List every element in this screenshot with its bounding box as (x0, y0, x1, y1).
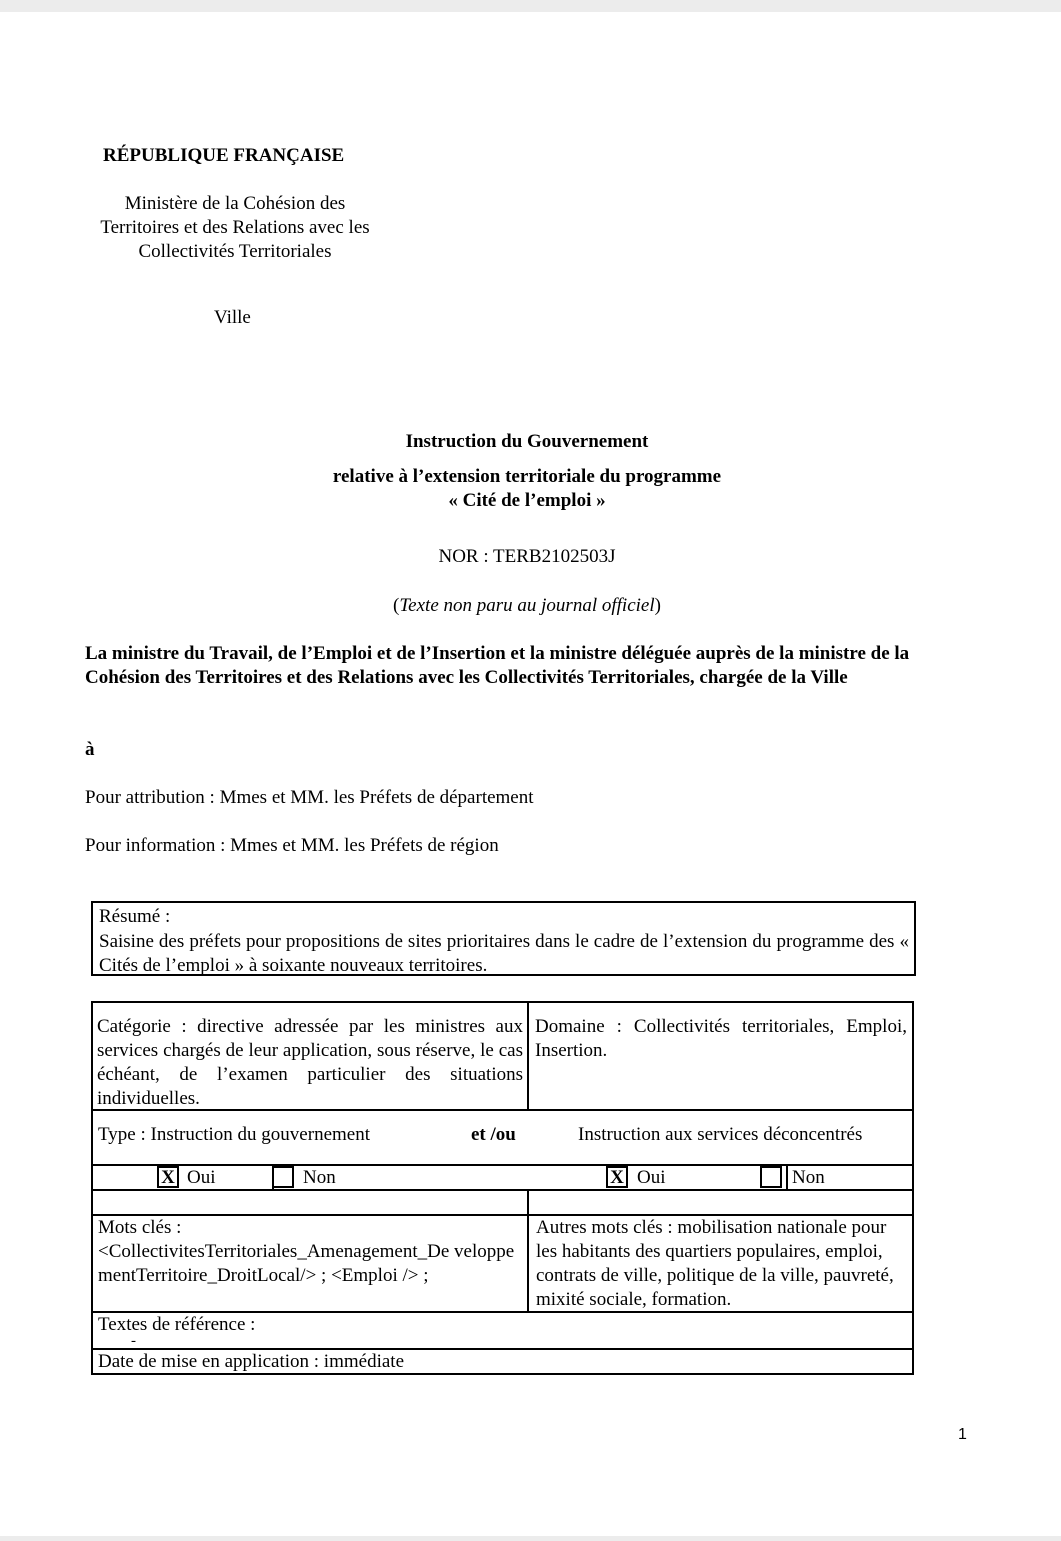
summary-label: Résumé : (99, 906, 171, 927)
summary-box (91, 901, 916, 976)
type-deconcentrated-label: Instruction aux services déconcentrés (578, 1124, 863, 1145)
application-date: Date de mise en application : immédiate (98, 1351, 405, 1372)
left-non-checkbox[interactable] (272, 1166, 294, 1188)
ministry-line: Ministère de la Cohésion des (124, 193, 346, 214)
summary-text: Saisine des préfets pour propositions de sites prioritaires dans le cadre de l’extension du programme des « Cités de l’emploi » à soixante nouveaux territoires. (99, 931, 909, 976)
left-oui-checkbox[interactable]: X (157, 1166, 179, 1188)
left-non-label: Non (303, 1167, 336, 1188)
right-non-checkbox[interactable] (760, 1166, 782, 1188)
left-oui-label: Oui (187, 1167, 216, 1188)
attribution-line: Pour attribution : Mmes et MM. les Préfets de département (85, 787, 534, 808)
reference-texts-label: Textes de référence : (98, 1314, 256, 1335)
keywords-label: Mots clés : (98, 1217, 182, 1238)
instruction-subtitle: relative à l’extension territoriale du programme (332, 466, 722, 487)
keywords-value: <CollectivitesTerritoriales_Amenagement_De veloppementTerritoire_DroitLocal/> ; <Emploi /> ; (98, 1241, 515, 1286)
information-line: Pour information : Mmes et MM. les Préfets de région (85, 835, 499, 856)
note-open: ( (393, 595, 400, 616)
domain-cell: Domaine : Collectivités territoriales, Emploi, Insertion. (535, 1016, 907, 1061)
publication-note (0, 594, 1054, 618)
metadata-table (91, 1001, 914, 1375)
recipient-preposition: à (85, 739, 95, 760)
note-close: ) (654, 595, 661, 616)
right-oui-label: Oui (637, 1167, 666, 1188)
ministry-name (84, 192, 386, 264)
right-oui-checkbox[interactable]: X (606, 1166, 628, 1188)
ministry-line: Territoires et des Relations avec les (100, 217, 370, 238)
issuing-ministers: La ministre du Travail, de l’Emploi et de l’Insertion et la ministre déléguée auprès de la ministre de la Cohésion des Territoires et des Relations avec les Collectivités Territoriales, chargée de la Ville (85, 643, 910, 688)
category-cell: Catégorie : directive adressée par les ministres aux services chargés de leur application, sous réserve, le cas échéant, de l’examen particulier des situations individuelles. (97, 1016, 523, 1109)
ministry-ville: Ville (214, 307, 251, 328)
type-label: Type : Instruction du gouvernement (98, 1124, 370, 1145)
ministry-line: Collectivités Territoriales (138, 241, 332, 262)
note-text: Texte non paru au journal officiel (399, 595, 655, 616)
instruction-title: Instruction du Gouvernement (405, 431, 649, 452)
document-page (0, 12, 1061, 1536)
reference-texts-value: - (131, 1333, 136, 1349)
nor-reference: NOR : TERB2102503J (438, 546, 616, 567)
republic-heading: RÉPUBLIQUE FRANÇAISE (103, 145, 345, 166)
page-number: 1 (958, 1426, 967, 1443)
right-non-label: Non (792, 1167, 825, 1188)
other-keywords-cell: Autres mots clés : mobilisation nationale pour les habitants des quartiers populaires, emploi, contrats de ville, politique de la ville, pauvreté, mixité sociale, formation. (536, 1217, 894, 1310)
and-or-label: et /ou (471, 1124, 516, 1145)
instruction-subtitle-program: « Cité de l’emploi » (448, 490, 606, 511)
